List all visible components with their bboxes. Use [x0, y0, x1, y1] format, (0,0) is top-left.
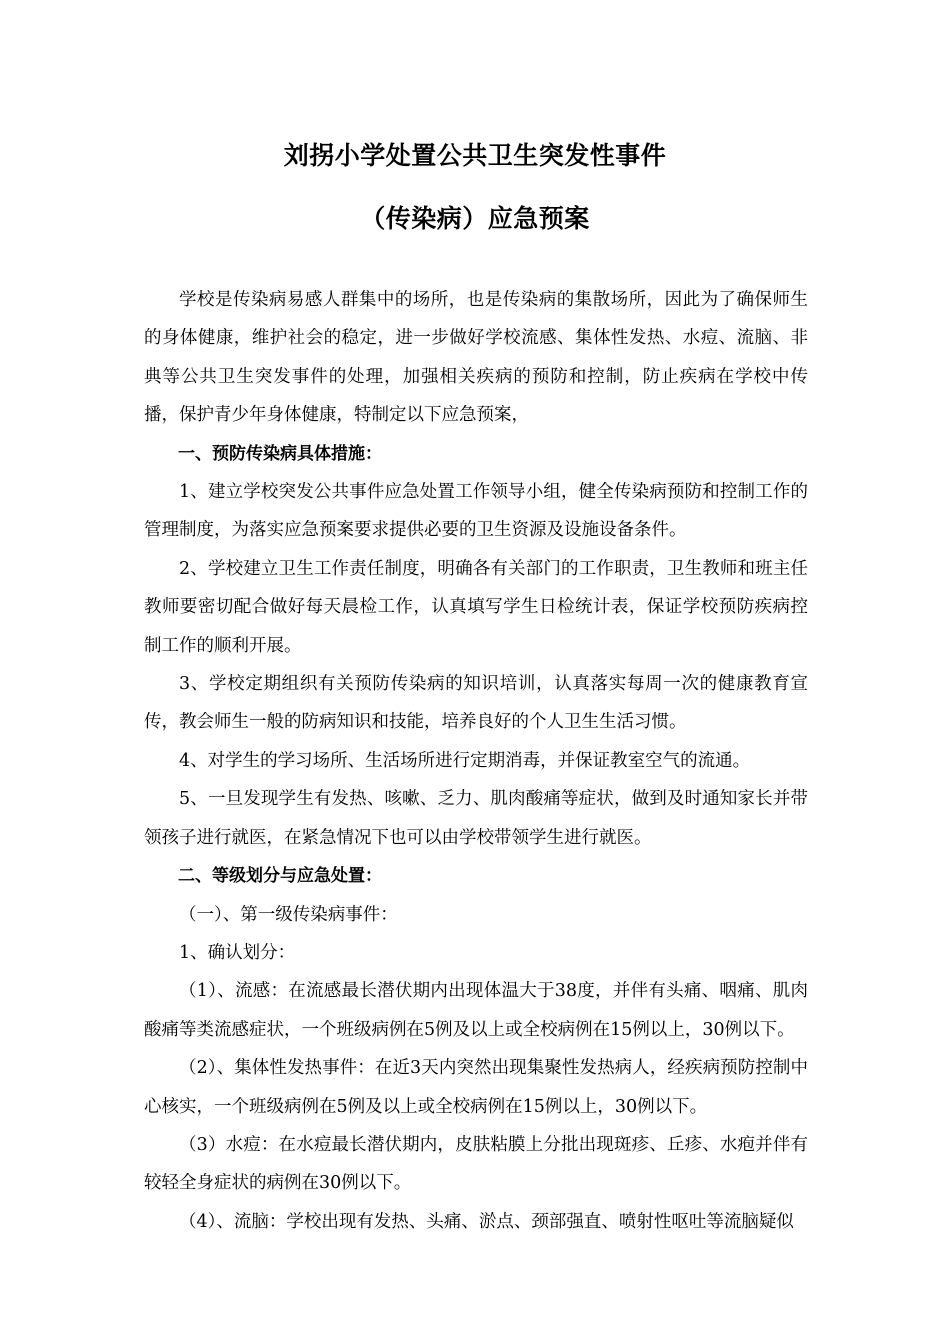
- prevention-item: 1、建立学校突发公共事件应急处置工作领导小组，健全传染病预防和控制工作的管理制度，为落实应急预案要求提供必要的卫生资源及设施设备条件。: [144, 482, 808, 541]
- criteria-item: （1）、流感：在流感最长潜伏期内出现体温大于38度，并伴有头痛、咽痛、肌肉酸痛等类流感症状，一个班级病例在5例及以上或全校病例在15例以上，30例以下。: [144, 981, 808, 1040]
- prevention-item: 3、学校定期组织有关预防传染病的知识培训，认真落实每周一次的健康教育宣传，教会师生一般的防病知识和技能，培养良好的个人卫生生活习惯。: [144, 674, 808, 733]
- criteria-item: （4）、流脑：学校出现有发热、头痛、淤点、颈部强直、喷射性呕吐等流脑疑似: [179, 1211, 794, 1232]
- prevention-item: 2、学校建立卫生工作责任制度，明确各有关部门的工作职责，卫生教师和班主任教师要密切配合做好每天晨检工作，认真填写学生日检统计表，保证学校预防疾病控制工作的顺利开展。: [144, 558, 808, 656]
- document-body: [144, 281, 808, 1241]
- prevention-item: 5、一旦发现学生有发热、咳嗽、乏力、肌肉酸痛等症状，做到及时通知家长并带领孩子进行就医，在紧急情况下也可以由学校带领学生进行就医。: [144, 789, 808, 848]
- page-title: 刘拐小学处置公共卫生突发性事件: [283, 141, 667, 170]
- confirm-heading: 1、确认划分：: [179, 942, 296, 963]
- criteria-item: （2）、集体性发热事件：在近3天内突然出现集聚性发热病人，经疾病预防控制中心核实，一个班级病例在5例及以上或全校病例在15例以上，30例以下。: [144, 1058, 808, 1117]
- criteria-item: （3）水痘：在水痘最长潜伏期内，皮肤粘膜上分批出现斑疹、丘疹、水疱并伴有较轻全身症状的病例在30例以下。: [144, 1134, 808, 1194]
- page-subtitle: （传染病）应急预案: [360, 204, 590, 233]
- subsection-heading: （一）、第一级传染病事件：: [179, 904, 398, 925]
- intro-paragraph: 学校是传染病易感人群集中的场所，也是传染病的集散场所，因此为了确保师生的身体健康，维护社会的稳定，进一步做好学校流感、集体性发热、水痘、流脑、非典等公共卫生突发事件的处理，加强相关疾病的预防和控制，防止疾病在学校中传播，保护青少年身体健康，特制定以下应急预案，: [144, 290, 808, 426]
- section-heading-prevention: 一、预防传染病具体措施：: [178, 443, 382, 464]
- prevention-item: 4、对学生的学习场所、生活场所进行定期消毒，并保证教室空气的流通。: [179, 750, 751, 771]
- section-heading-grading: 二、等级划分与应急处置：: [178, 866, 382, 887]
